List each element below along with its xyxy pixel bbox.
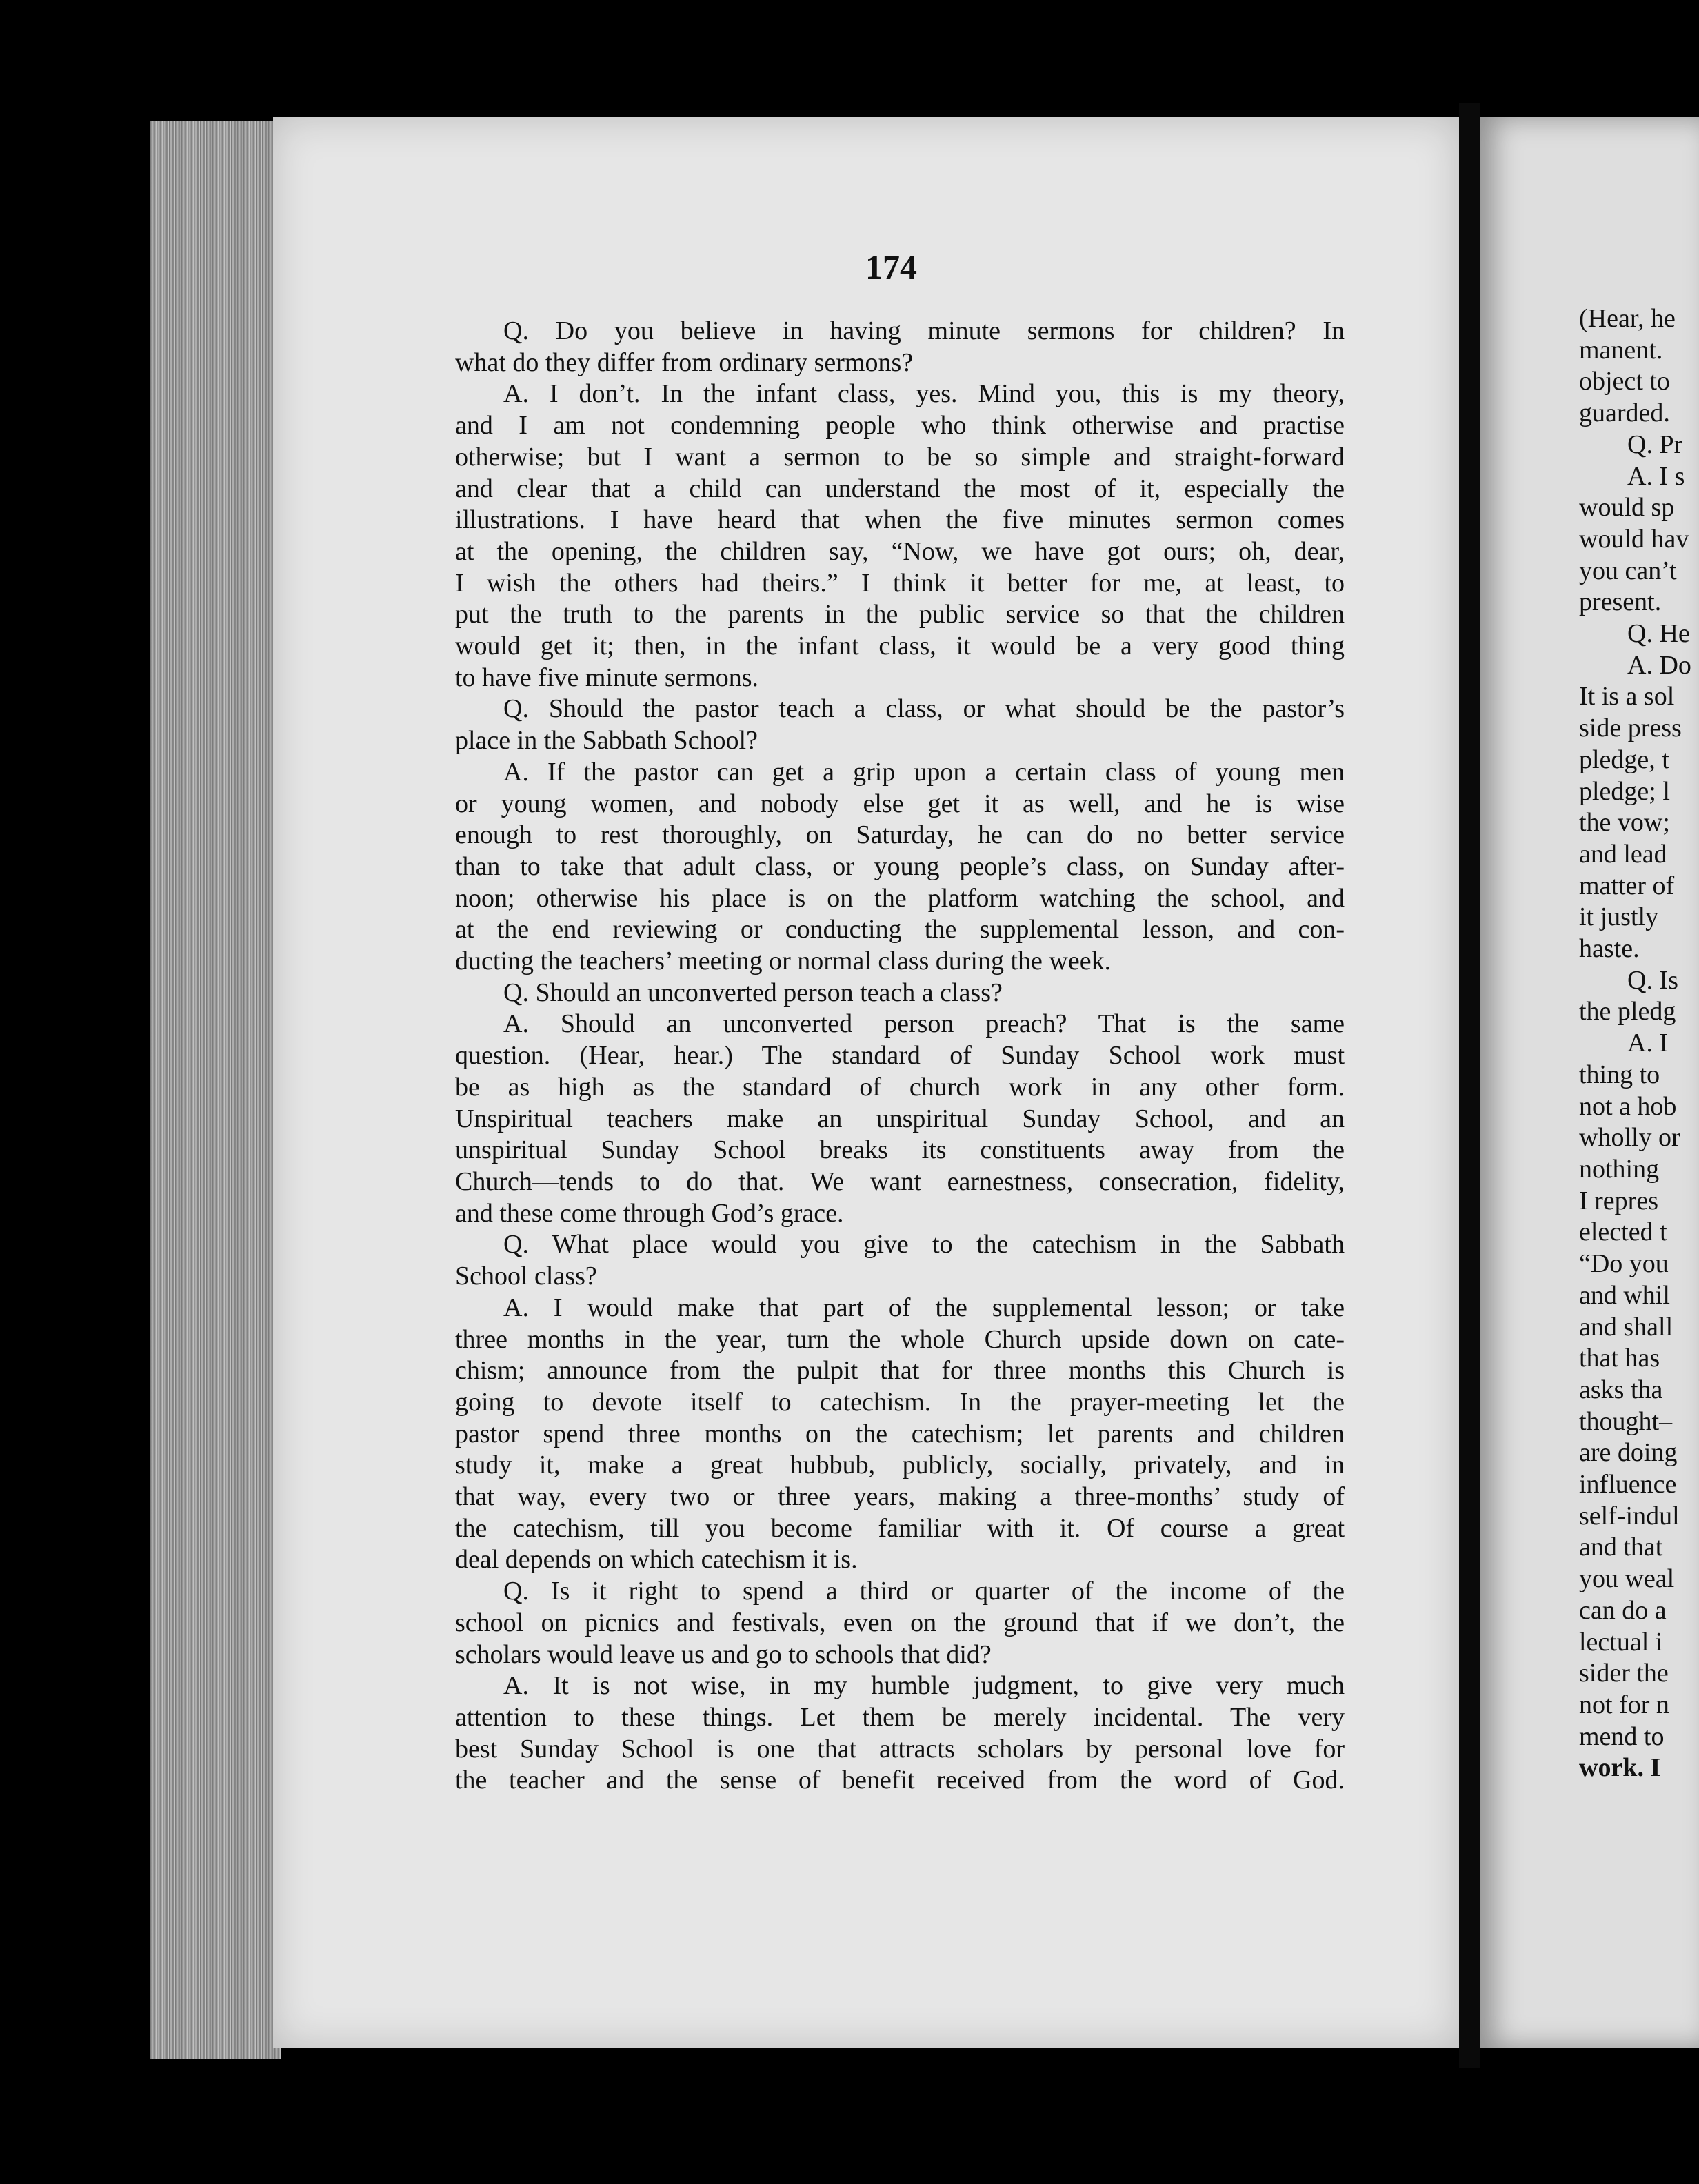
text-line: Q. Should the pastor teach a class, or what should be the pastor’s <box>503 694 1345 724</box>
text-line: and I am not condemning people who think otherwise and practise <box>455 411 1345 441</box>
text-line: deal depends on which catechism it is. <box>455 1545 858 1575</box>
text-line: Q. Should an unconverted person teach a class? <box>503 978 1003 1007</box>
text-line: haste. <box>1579 934 1640 964</box>
text-line: A. I <box>1627 1029 1669 1058</box>
book-spine <box>1459 103 1480 2068</box>
text-line: you can’t <box>1579 556 1677 585</box>
text-line: A. It is not wise, in my humble judgment, to give very much <box>503 1671 1345 1701</box>
text-line: are doing <box>1579 1438 1678 1468</box>
text-line: sider the <box>1579 1659 1669 1688</box>
text-line: lectual i <box>1579 1627 1663 1657</box>
text-line: three months in the year, turn the whole Church upside down on cate- <box>455 1324 1345 1354</box>
text-line: not for n <box>1579 1690 1669 1719</box>
text-line: guarded. <box>1579 398 1670 428</box>
text-line: thing to <box>1579 1060 1660 1089</box>
text-line: place in the Sabbath School? <box>455 726 758 756</box>
text-line: wholly or <box>1579 1123 1680 1153</box>
text-line: It is a sol <box>1579 682 1675 711</box>
text-line: not a hob <box>1579 1091 1677 1121</box>
text-line: work. I <box>1579 1753 1661 1783</box>
text-line: A. I don’t. In the infant class, yes. Mind you, this is my theory, <box>503 379 1345 409</box>
text-line: school on picnics and festivals, even on the ground that if we don’t, the <box>455 1608 1345 1637</box>
text-line: would hav <box>1579 524 1689 554</box>
text-line: enough to rest thoroughly, on Saturday, he can do no better service <box>455 820 1345 850</box>
text-line: at the end reviewing or conducting the supplemental lesson, and con- <box>455 915 1345 944</box>
text-line: you weal <box>1579 1564 1675 1594</box>
text-line: nothing <box>1579 1154 1660 1184</box>
text-line: Unspiritual teachers make an unspiritual Sunday School, and an <box>455 1104 1345 1133</box>
text-line: I wish the others had theirs.” I think it better for me, at least, to <box>455 568 1345 598</box>
text-line: Q. What place would you give to the catechism in the Sabbath <box>503 1230 1345 1260</box>
text-line: noon; otherwise his place is on the platform watching the school, and <box>455 883 1345 913</box>
text-line: question. (Hear, hear.) The standard of Sunday School work must <box>455 1041 1345 1071</box>
text-line: Q. Is <box>1627 965 1678 995</box>
text-line: study it, make a great hubbub, publicly, socially, privately, and in <box>455 1450 1345 1480</box>
text-line: it justly <box>1579 902 1659 932</box>
text-line: Church—tends to do that. We want earnestness, consecration, fidelity, <box>455 1166 1345 1196</box>
text-line: chism; announce from the pulpit that for three months this Church is <box>455 1356 1345 1386</box>
text-line: would get it; then, in the infant class, it would be a very good thing <box>455 631 1345 661</box>
text-line: A. I s <box>1627 461 1685 491</box>
text-line: the teacher and the sense of benefit received from the word of God. <box>455 1766 1345 1795</box>
page-edge-stack <box>150 121 281 2059</box>
text-line: or young women, and nobody else get it as well, and he is wise <box>455 789 1345 818</box>
text-line: scholars would leave us and go to schools that did? <box>455 1639 992 1669</box>
text-line: A. If the pastor can get a grip upon a certain class of young men <box>503 757 1345 787</box>
text-line: would sp <box>1579 493 1675 523</box>
text-line: unspiritual Sunday School breaks its constituents away from the <box>455 1135 1345 1165</box>
text-line: elected t <box>1579 1217 1667 1247</box>
text-line: Q. Pr <box>1627 429 1683 459</box>
text-line: thought– <box>1579 1406 1673 1436</box>
text-line: matter of <box>1579 871 1675 900</box>
text-line: mend to <box>1579 1721 1665 1751</box>
text-line: (Hear, he <box>1579 304 1676 333</box>
text-line: manent. <box>1579 335 1663 365</box>
text-line: ducting the teachers’ meeting or normal class during the week. <box>455 947 1112 976</box>
text-line: object to <box>1579 367 1670 396</box>
text-line: present. <box>1579 587 1662 617</box>
text-line: illustrations. I have heard that when the five minutes sermon comes <box>455 505 1345 535</box>
text-line: that way, every two or three years, making a three-months’ study of <box>455 1482 1345 1512</box>
text-line: to have five minute sermons. <box>455 663 759 692</box>
text-line: Q. Is it right to spend a third or quarter of the income of the <box>503 1577 1345 1606</box>
text-line: asks tha <box>1579 1375 1663 1404</box>
text-line: and lead <box>1579 839 1667 869</box>
text-line: and these come through God’s grace. <box>455 1198 844 1228</box>
text-line: pledge, t <box>1579 745 1669 774</box>
text-line: otherwise; but I want a sermon to be so simple and straight-forward <box>455 442 1345 472</box>
text-line: and whil <box>1579 1280 1670 1310</box>
right-page-text-column <box>1579 303 1699 1784</box>
text-line: the pledg <box>1579 997 1676 1027</box>
text-line: going to devote itself to catechism. In the prayer-meeting let the <box>455 1387 1345 1417</box>
text-line: pastor spend three months on the catechism; let parents and children <box>455 1419 1345 1448</box>
text-line: School class? <box>455 1262 597 1291</box>
text-line: put the truth to the parents in the public service so that the children <box>455 600 1345 629</box>
text-line: at the opening, the children say, “Now, we have got ours; oh, dear, <box>455 536 1345 566</box>
text-line: what do they differ from ordinary sermons? <box>455 347 914 377</box>
text-line: the vow; <box>1579 808 1670 838</box>
main-text-column <box>455 316 1345 1797</box>
text-line: that has <box>1579 1344 1660 1373</box>
text-line: “Do you <box>1579 1249 1669 1279</box>
text-line: be as high as the standard of church work in any other form. <box>455 1072 1345 1102</box>
text-line: and clear that a child can understand the most of it, especially the <box>455 474 1345 503</box>
text-line: attention to these things. Let them be merely incidental. The very <box>455 1702 1345 1732</box>
text-line: than to take that adult class, or young people’s class, on Sunday after- <box>455 851 1345 881</box>
page-number: 174 <box>865 247 917 286</box>
text-line: A. Do <box>1627 650 1691 680</box>
text-line: side press <box>1579 714 1682 743</box>
text-line: I repres <box>1579 1186 1658 1215</box>
text-line: can do a <box>1579 1595 1667 1625</box>
text-line: best Sunday School is one that attracts scholars by personal love for <box>455 1734 1345 1763</box>
text-line: self-indul <box>1579 1501 1680 1530</box>
text-line: and shall <box>1579 1312 1673 1342</box>
text-line: A. I would make that part of the supplemental lesson; or take <box>503 1293 1345 1322</box>
text-line: A. Should an unconverted person preach? That is the same <box>503 1009 1345 1039</box>
text-line: influence <box>1579 1470 1677 1499</box>
text-line: Q. He <box>1627 619 1690 649</box>
text-line: Q. Do you believe in having minute sermons for children? In <box>503 316 1345 345</box>
text-line: the catechism, till you become familiar with it. Of course a great <box>455 1513 1345 1543</box>
text-line: and that <box>1579 1533 1663 1562</box>
text-line: pledge; l <box>1579 776 1670 806</box>
